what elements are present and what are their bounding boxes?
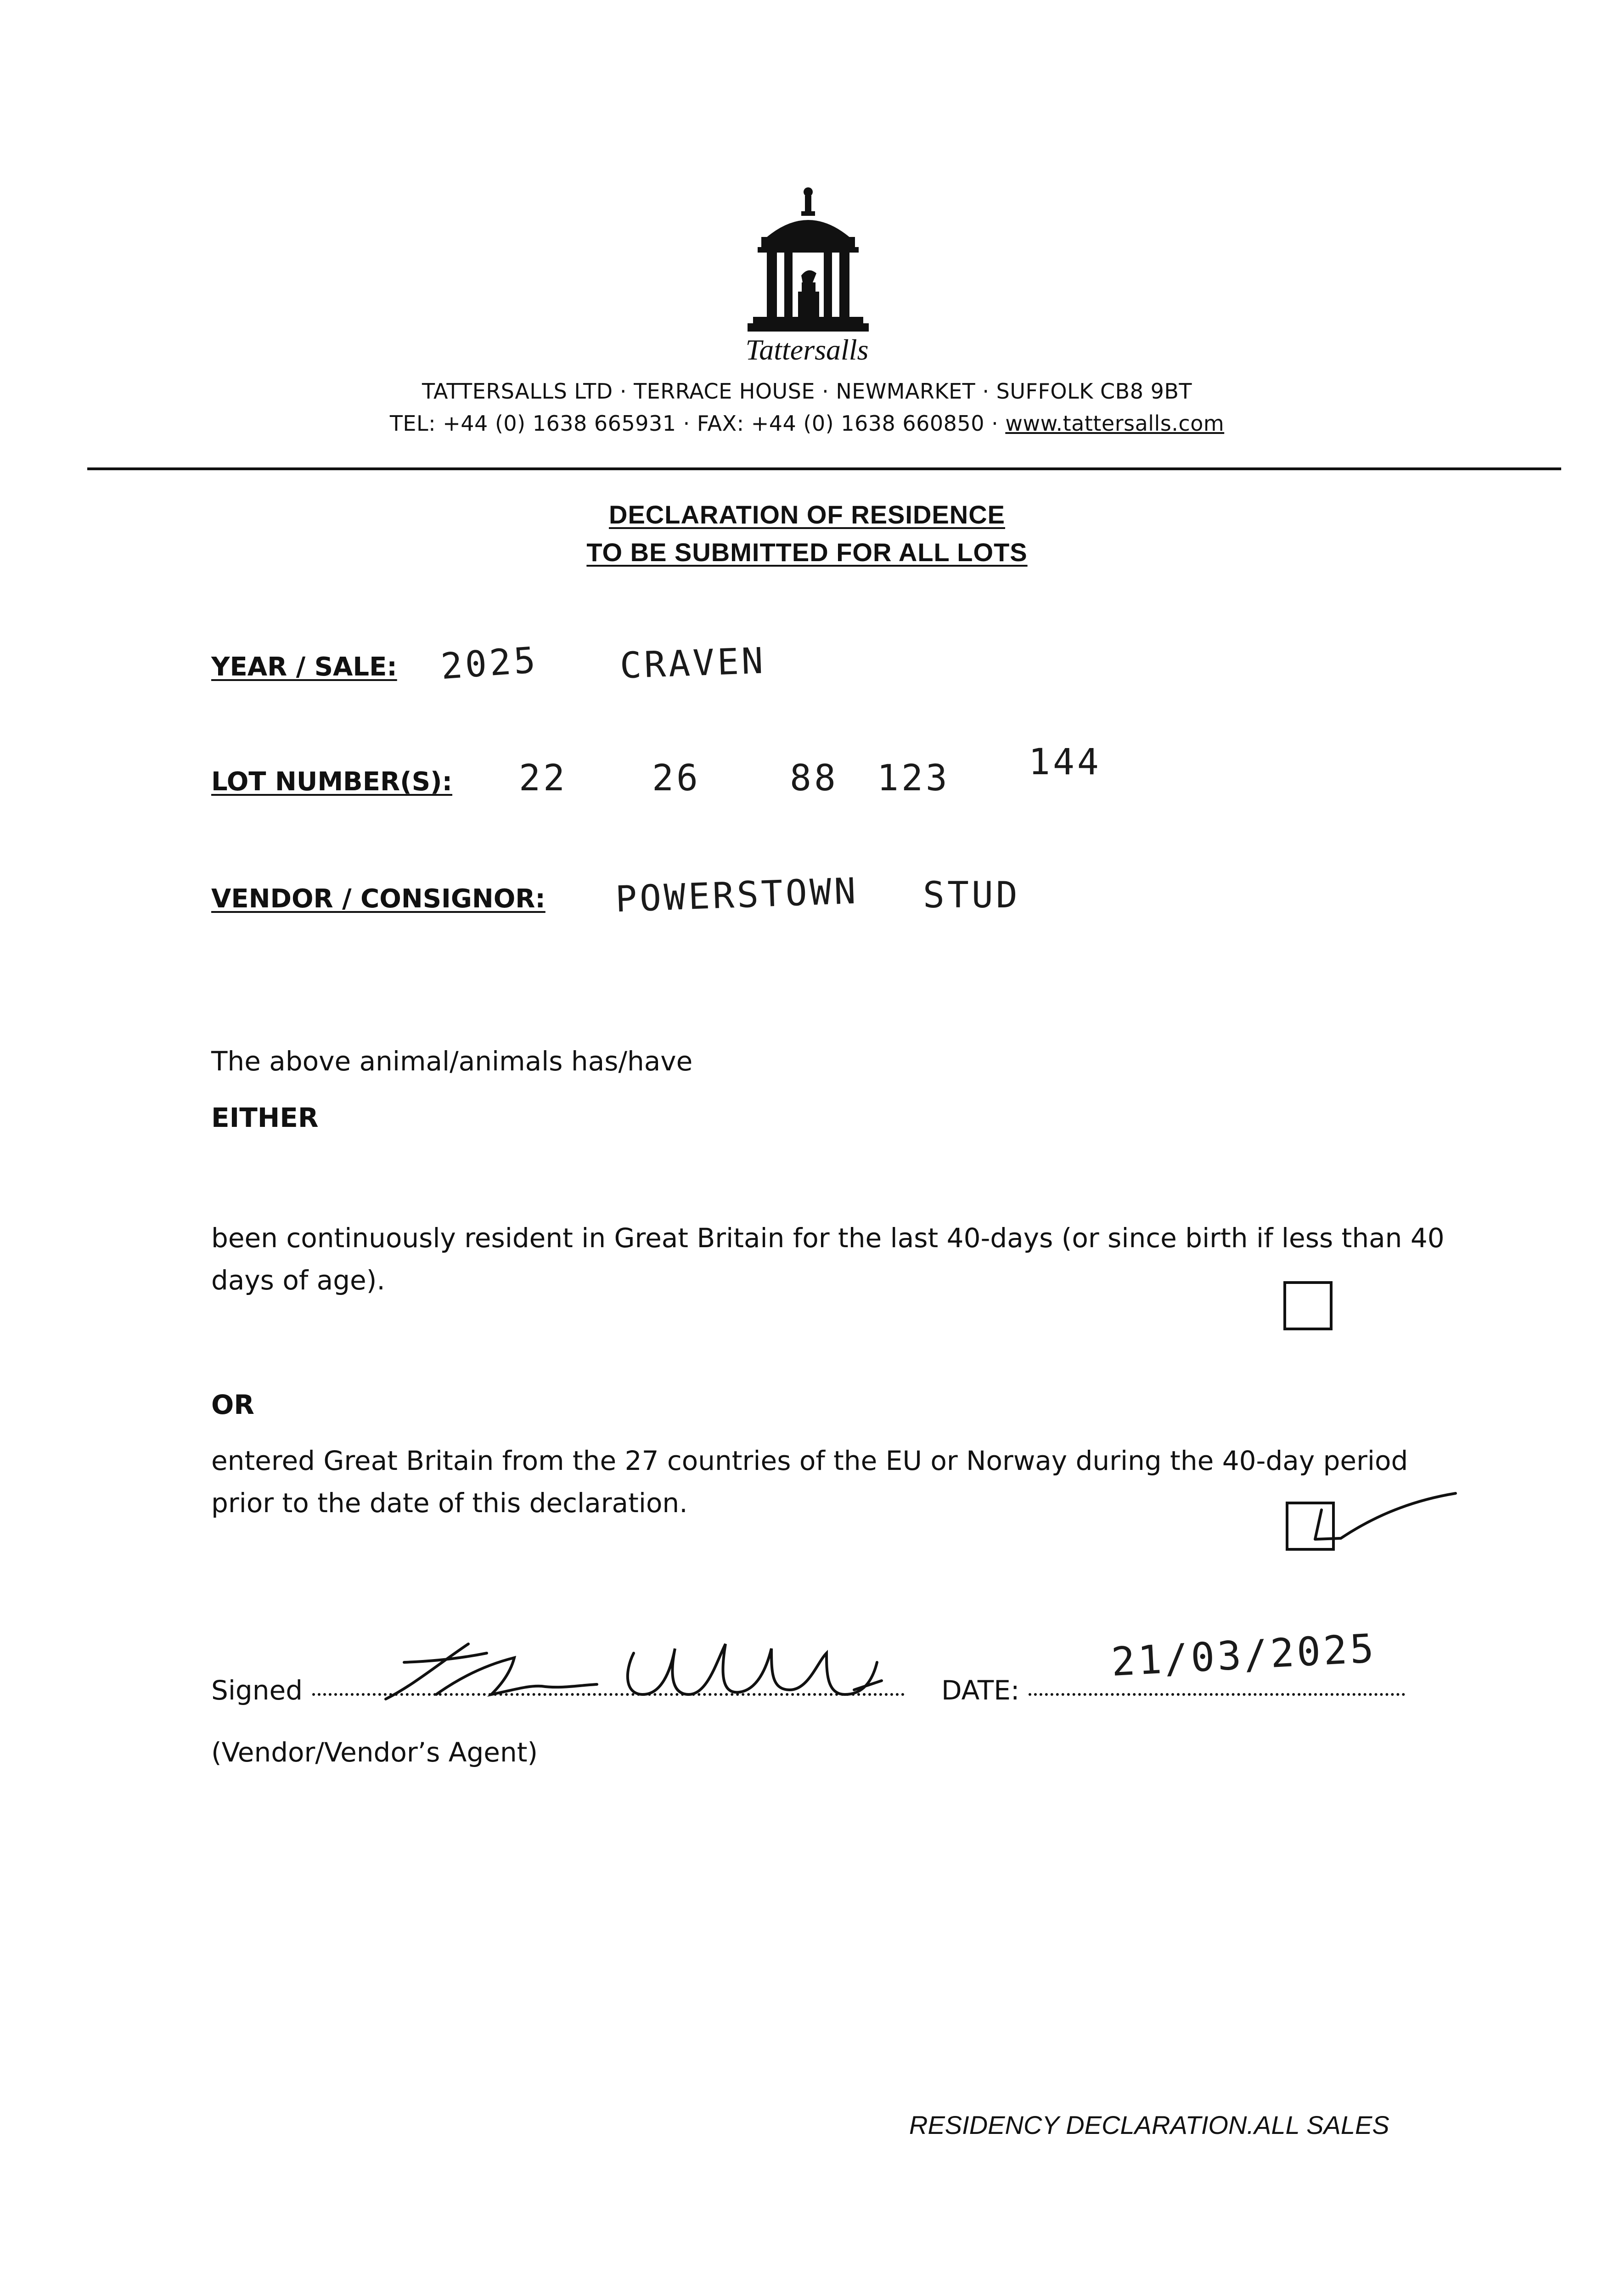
signed-label: Signed bbox=[211, 1675, 303, 1706]
company-address: TATTERSALLS LTD · TERRACE HOUSE · NEWMARKET · SUFFOLK CB8 9BT bbox=[422, 379, 1192, 404]
year-sale-label: YEAR / SALE: bbox=[211, 652, 397, 682]
lot-number[interactable]: 88 bbox=[790, 758, 838, 799]
tattersalls-logo bbox=[744, 184, 872, 335]
phone-fax: TEL: +44 (0) 1638 665931 · FAX: +44 (0) 1638 660850 · bbox=[389, 411, 1006, 436]
option2-text: entered Great Britain from the 27 countries of the EU or Norway during the 40-day period prior to the date of this declaration. bbox=[211, 1445, 1408, 1519]
footer-reference: RESIDENCY DECLARATION.ALL SALES bbox=[909, 2110, 1389, 2139]
lot-number[interactable]: 123 bbox=[877, 758, 950, 799]
contact-line bbox=[0, 411, 1614, 436]
lot-number[interactable]: 144 bbox=[1029, 742, 1102, 783]
document-subtitle: TO BE SUBMITTED FOR ALL LOTS bbox=[586, 538, 1028, 567]
year-value[interactable]: 2025 bbox=[439, 639, 540, 688]
either-label: EITHER bbox=[211, 1102, 319, 1133]
vendor-value[interactable]: POWERSTOWN bbox=[614, 870, 860, 921]
intro-text: The above animal/animals has/have bbox=[211, 1046, 693, 1077]
date-value[interactable]: 21/03/2025 bbox=[1110, 1625, 1378, 1686]
checkmark-icon bbox=[1286, 1474, 1460, 1566]
vendor-value-suffix[interactable]: STUD bbox=[923, 875, 1020, 916]
signature-icon bbox=[377, 1635, 891, 1708]
document-title: DECLARATION OF RESIDENCE bbox=[609, 500, 1005, 529]
lot-number[interactable]: 22 bbox=[519, 758, 568, 799]
rotunda-logo-icon bbox=[744, 184, 872, 335]
vendor-label: VENDOR / CONSIGNOR: bbox=[211, 884, 545, 914]
brand-name: Tattersalls bbox=[745, 333, 869, 366]
or-label: OR bbox=[211, 1389, 254, 1420]
website-link[interactable]: www.tattersalls.com bbox=[1005, 411, 1225, 436]
lot-number[interactable]: 26 bbox=[652, 758, 701, 799]
option1-text: been continuously resident in Great Britain for the last 40-days (or since birth if less than 40 days of age). bbox=[211, 1222, 1445, 1296]
lot-numbers-label: LOT NUMBER(S): bbox=[211, 767, 453, 797]
header-divider bbox=[87, 467, 1561, 470]
sale-value[interactable]: CRAVEN bbox=[619, 640, 767, 687]
signer-role: (Vendor/Vendor’s Agent) bbox=[211, 1737, 538, 1768]
date-label: DATE: bbox=[941, 1675, 1020, 1706]
option1-checkbox[interactable] bbox=[1283, 1281, 1333, 1330]
